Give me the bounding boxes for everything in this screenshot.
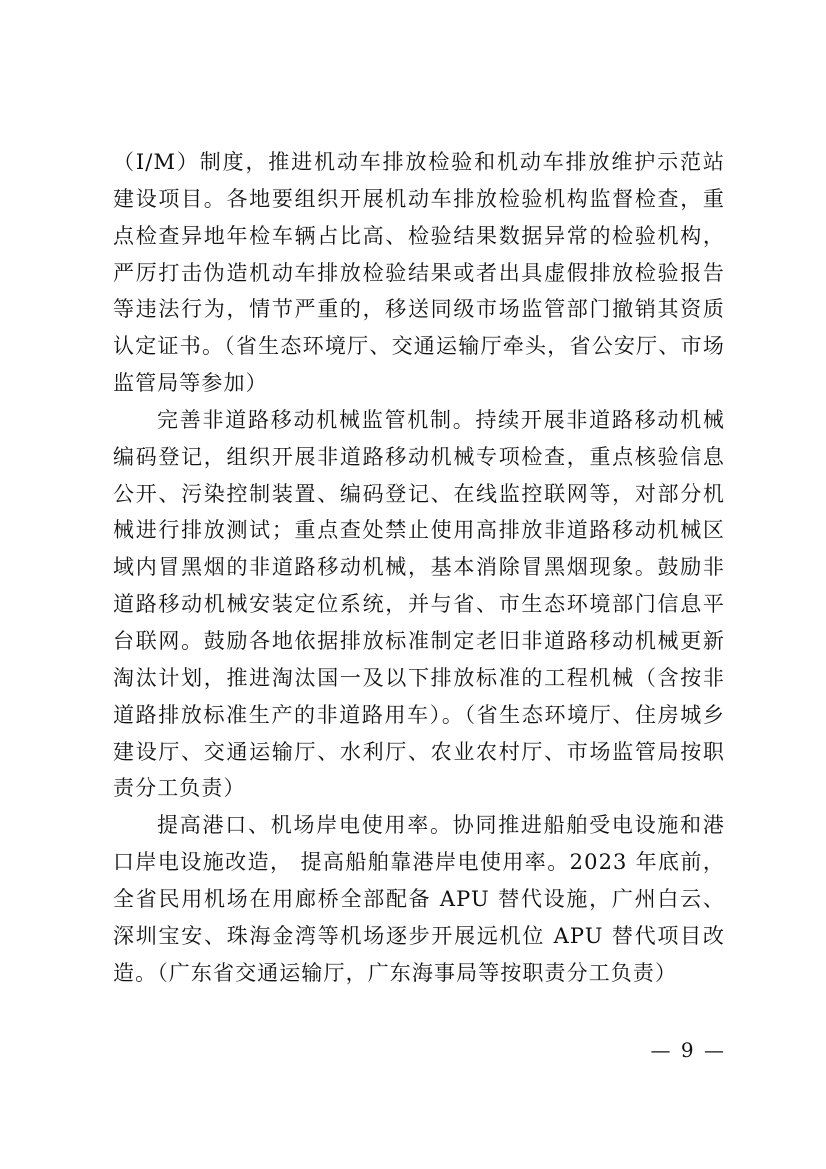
paragraph-continuation: （I/M）制度，推进机动车排放检验和机动车排放维护示范站建设项目。各地要组织开展机动车排放检验机构监督检查，重点检查异地年检车辆占比高、检验结果数据异常的检验机构，严厉打击伪造机动车排放检验结果或者出具虚假排放检验报告等违法行为，情节严重的，移送同级市场监管部门撤销其资质认定证书。（省生态环境厅、交通运输厅牵头，省公安厅、市场监管局等参加） bbox=[113, 150, 725, 396]
paragraph-non-road-machinery: 完善非道路移动机械监管机制。持续开展非道路移动机械编码登记，组织开展非道路移动机械专项检查，重点核验信息公开、污染控制装置、编码登记、在线监控联网等，对部分机械进行排放测试；重点查处禁止使用高排放非道路移动机械区域内冒黑烟的非道路移动机械，基本消除冒黑烟现象。鼓励非道路移动机械安装定位系统，并与省、市生态环境部门信息平台联网。鼓励各地依据排放标准制定老旧非道路移动机械更新淘汰计划，推进淘汰国一及以下排放标准的工程机械（含按非道路排放标准生产的非道路用车）。（省生态环境厅、住房城乡建设厅、交通运输厅、水利厅、农业农村厅、市场监管局按职责分工负责） bbox=[113, 407, 725, 801]
body-text bbox=[113, 144, 725, 991]
page-number: — 9 — bbox=[650, 1038, 726, 1062]
paragraph-shore-power: 提高港口、机场岸电使用率。协同推进船舶受电设施和港口岸电设施改造， 提高船舶靠港岸电使用率。2023 年底前，全省民用机场在用廊桥全部配备 APU 替代设施，广州白云、深圳宝安、珠海金湾等机场逐步开展远机位 APU 替代项目改造。（广东省交通运输厅，广东海事局等按职责分工负责） bbox=[113, 813, 725, 985]
